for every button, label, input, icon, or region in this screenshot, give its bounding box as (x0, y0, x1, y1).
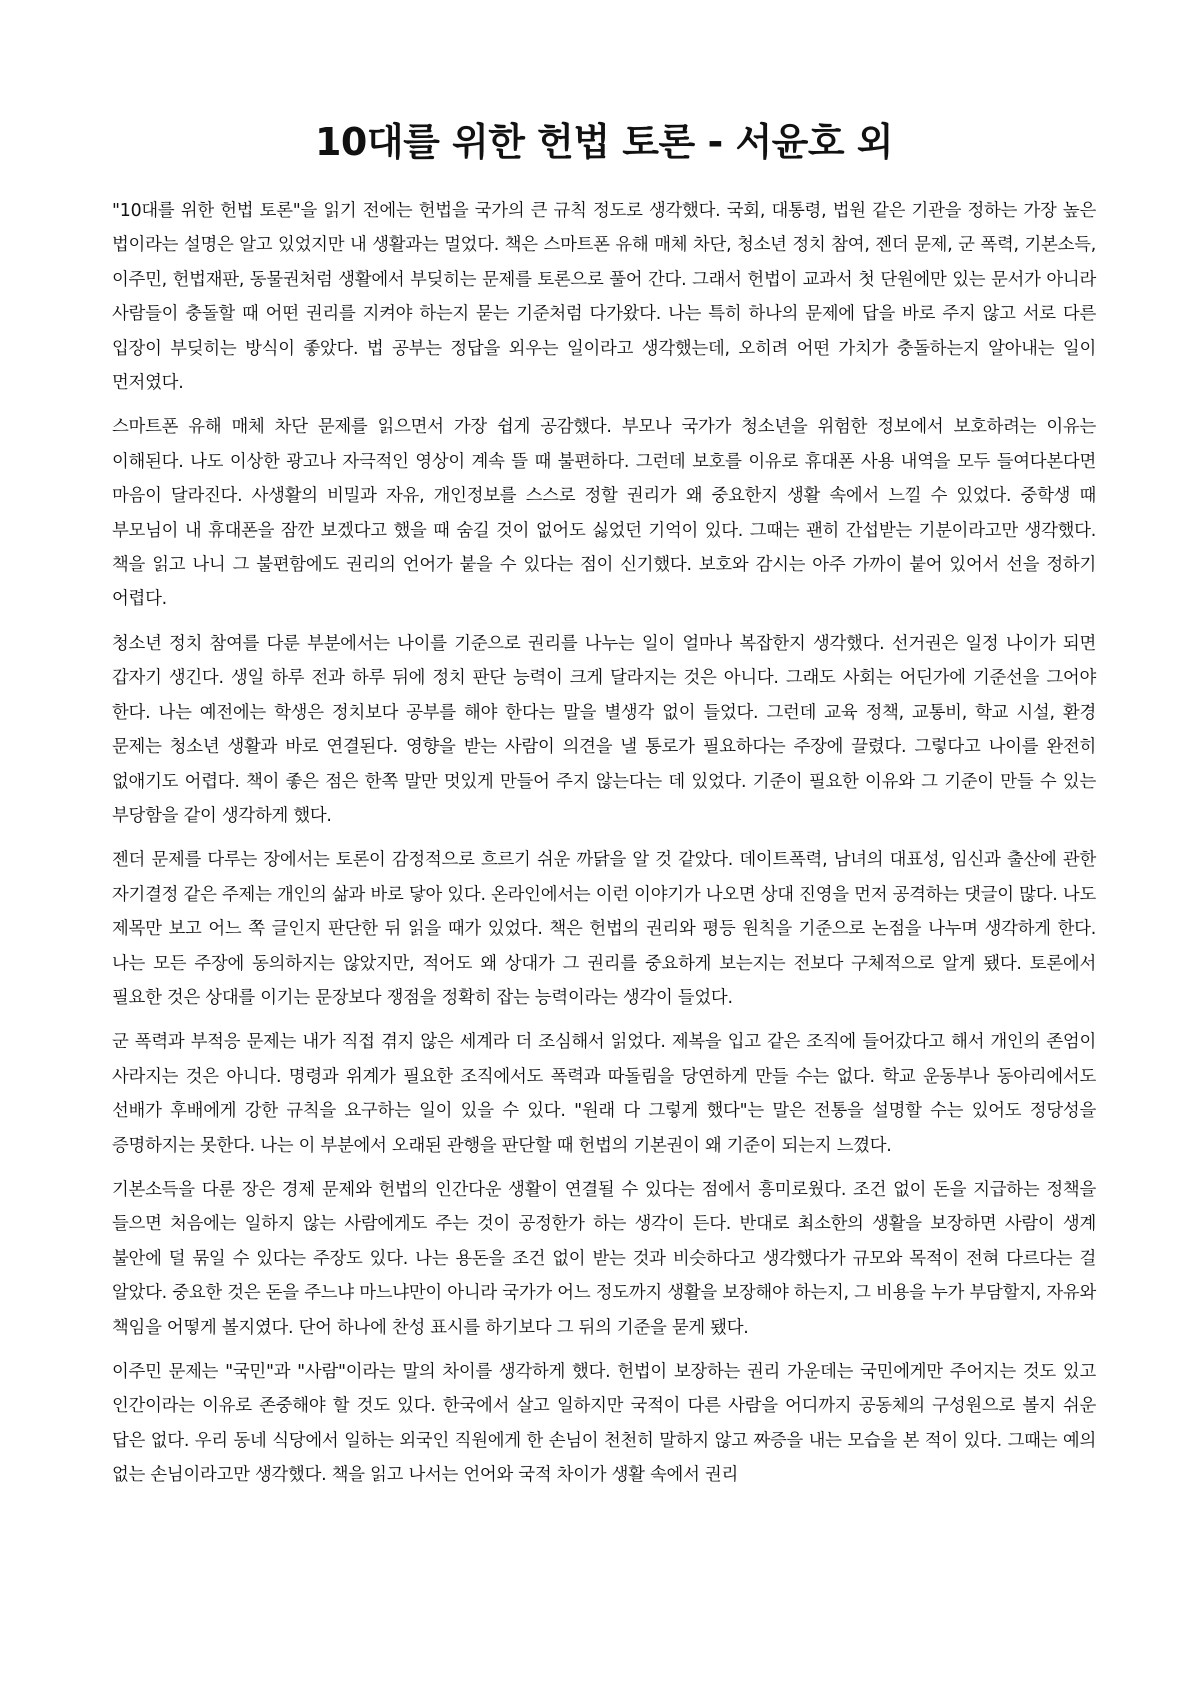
paragraph-4: 젠더 문제를 다루는 장에서는 토론이 감정적으로 흐르기 쉬운 까닭을 알 것 같았다. 데이트폭력, 남녀의 대표성, 임신과 출산에 관한 자기결정 같은 주제는 개인의 삶과 바로 닿아 있다. 온라인에서는 이런 이야기가 나오면 상대 진영을 먼저 공격하는 댓글이 많다. 나도 제목만 보고 어느 쪽 글인지 판단한 뒤 읽을 때가 있었다. 책은 헌법의 권리와 평등 원칙을 기준으로 논점을 나누며 생각하게 한다. 나는 모든 주장에 동의하지는 않았지만, 적어도 왜 상대가 그 권리를 중요하게 보는지는 전보다 구체적으로 알게 됐다. 토론에서 필요한 것은 상대를 이기는 문장보다 쟁점을 정확히 잡는 능력이라는 생각이 들었다. (112, 850, 1096, 1008)
paragraph-5: 군 폭력과 부적응 문제는 내가 직접 겪지 않은 세계라 더 조심해서 읽었다. 제복을 입고 같은 조직에 들어갔다고 해서 개인의 존엄이 사라지는 것은 아니다. 명령과 위계가 필요한 조직에서도 폭력과 따돌림을 당연하게 만들 수는 없다. 학교 운동부나 동아리에서도 선배가 후배에게 강한 규칙을 요구하는 일이 있을 수 있다. "원래 다 그렇게 했다"는 말은 전통을 설명할 수는 있어도 정당성을 증명하지는 못한다. 나는 이 부분에서 오래된 관행을 판단할 때 헌법의 기본권이 왜 기준이 되는지 느꼈다. (112, 1032, 1096, 1156)
paragraph-3: 청소년 정치 참여를 다룬 부분에서는 나이를 기준으로 권리를 나누는 일이 얼마나 복잡한지 생각했다. 선거권은 일정 나이가 되면 갑자기 생긴다. 생일 하루 전과 하루 뒤에 정치 판단 능력이 크게 달라지는 것은 아니다. 그래도 사회는 어딘가에 기준선을 그어야 한다. 나는 예전에는 학생은 정치보다 공부를 해야 한다는 말을 별생각 없이 들었다. 그런데 교육 정책, 교통비, 학교 시설, 환경 문제는 청소년 생활과 바로 연결된다. 영향을 받는 사람이 의견을 낼 통로가 필요하다는 주장에 끌렸다. 그렇다고 나이를 완전히 없애기도 어렵다. 책이 좋은 점은 한쪽 말만 멋있게 만들어 주지 않는다는 데 있었다. 기준이 필요한 이유와 그 기준이 만들 수 있는 부당함을 같이 생각하게 했다. (112, 633, 1096, 826)
paragraph-7: 이주민 문제는 "국민"과 "사람"이라는 말의 차이를 생각하게 했다. 헌법이 보장하는 권리 가운데는 국민에게만 주어지는 것도 있고 인간이라는 이유로 존중해야 할 것도 있다. 한국에서 살고 일하지만 국적이 다른 사람을 어디까지 공동체의 구성원으로 볼지 쉬운 답은 없다. 우리 동네 식당에서 일하는 외국인 직원에게 한 손님이 천천히 말하지 않고 짜증을 내는 모습을 본 적이 있다. 그때는 예의 없는 손님이라고만 생각했다. 책을 읽고 나서는 언어와 국적 차이가 생활 속에서 권리 (112, 1362, 1096, 1486)
paragraph-1: "10대를 위한 헌법 토론"을 읽기 전에는 헌법을 국가의 큰 규칙 정도로 생각했다. 국회, 대통령, 법원 같은 기관을 정하는 가장 높은 법이라는 설명은 알고 있었지만 내 생활과는 멀었다. 책은 스마트폰 유해 매체 차단, 청소년 정치 참여, 젠더 문제, 군 폭력, 기본소득, 이주민, 헌법재판, 동물권처럼 생활에서 부딪히는 문제를 토론으로 풀어 간다. 그래서 헌법이 교과서 첫 단원에만 있는 문서가 아니라 사람들이 충돌할 때 어떤 권리를 지켜야 하는지 묻는 기준처럼 다가왔다. 나는 특히 하나의 문제에 답을 바로 주지 않고 서로 다른 입장이 부딪히는 방식이 좋았다. 법 공부는 정답을 외우는 일이라고 생각했는데, 오히려 어떤 가치가 충돌하는지 알아내는 일이 먼저였다. (112, 201, 1096, 394)
essay-body (112, 194, 1096, 1493)
paragraph-6: 기본소득을 다룬 장은 경제 문제와 헌법의 인간다운 생활이 연결될 수 있다는 점에서 흥미로웠다. 조건 없이 돈을 지급하는 정책을 들으면 처음에는 일하지 않는 사람에게도 주는 것이 공정한가 하는 생각이 든다. 반대로 최소한의 생활을 보장하면 사람이 생계 불안에 덜 묶일 수 있다는 주장도 있다. 나는 용돈을 조건 없이 받는 것과 비슷하다고 생각했다가 규모와 목적이 전혀 다르다는 걸 알았다. 중요한 것은 돈을 주느냐 마느냐만이 아니라 국가가 어느 정도까지 생활을 보장해야 하는지, 그 비용을 누가 부담할지, 자유와 책임을 어떻게 볼지였다. 단어 하나에 찬성 표시를 하기보다 그 뒤의 기준을 묻게 됐다. (112, 1179, 1096, 1338)
document-title: 10대를 위한 헌법 토론 - 서윤호 외 (314, 120, 894, 164)
paragraph-2: 스마트폰 유해 매체 차단 문제를 읽으면서 가장 쉽게 공감했다. 부모나 국가가 청소년을 위험한 정보에서 보호하려는 이유는 이해된다. 나도 이상한 광고나 자극적인 영상이 계속 뜰 때 불편하다. 그런데 보호를 이유로 휴대폰 사용 내역을 모두 들여다본다면 마음이 달라진다. 사생활의 비밀과 자유, 개인정보를 스스로 정할 권리가 왜 중요한지 생활 속에서 느낄 수 있었다. 중학생 때 부모님이 내 휴대폰을 잠깐 보겠다고 했을 때 숨길 것이 없어도 싫었던 기억이 있다. 그때는 괜히 간섭받는 기분이라고만 생각했다. 책을 읽고 나니 그 불편함에도 권리의 언어가 붙을 수 있다는 점이 신기했다. 보호와 감시는 아주 가까이 붙어 있어서 선을 정하기 어렵다. (112, 417, 1096, 610)
